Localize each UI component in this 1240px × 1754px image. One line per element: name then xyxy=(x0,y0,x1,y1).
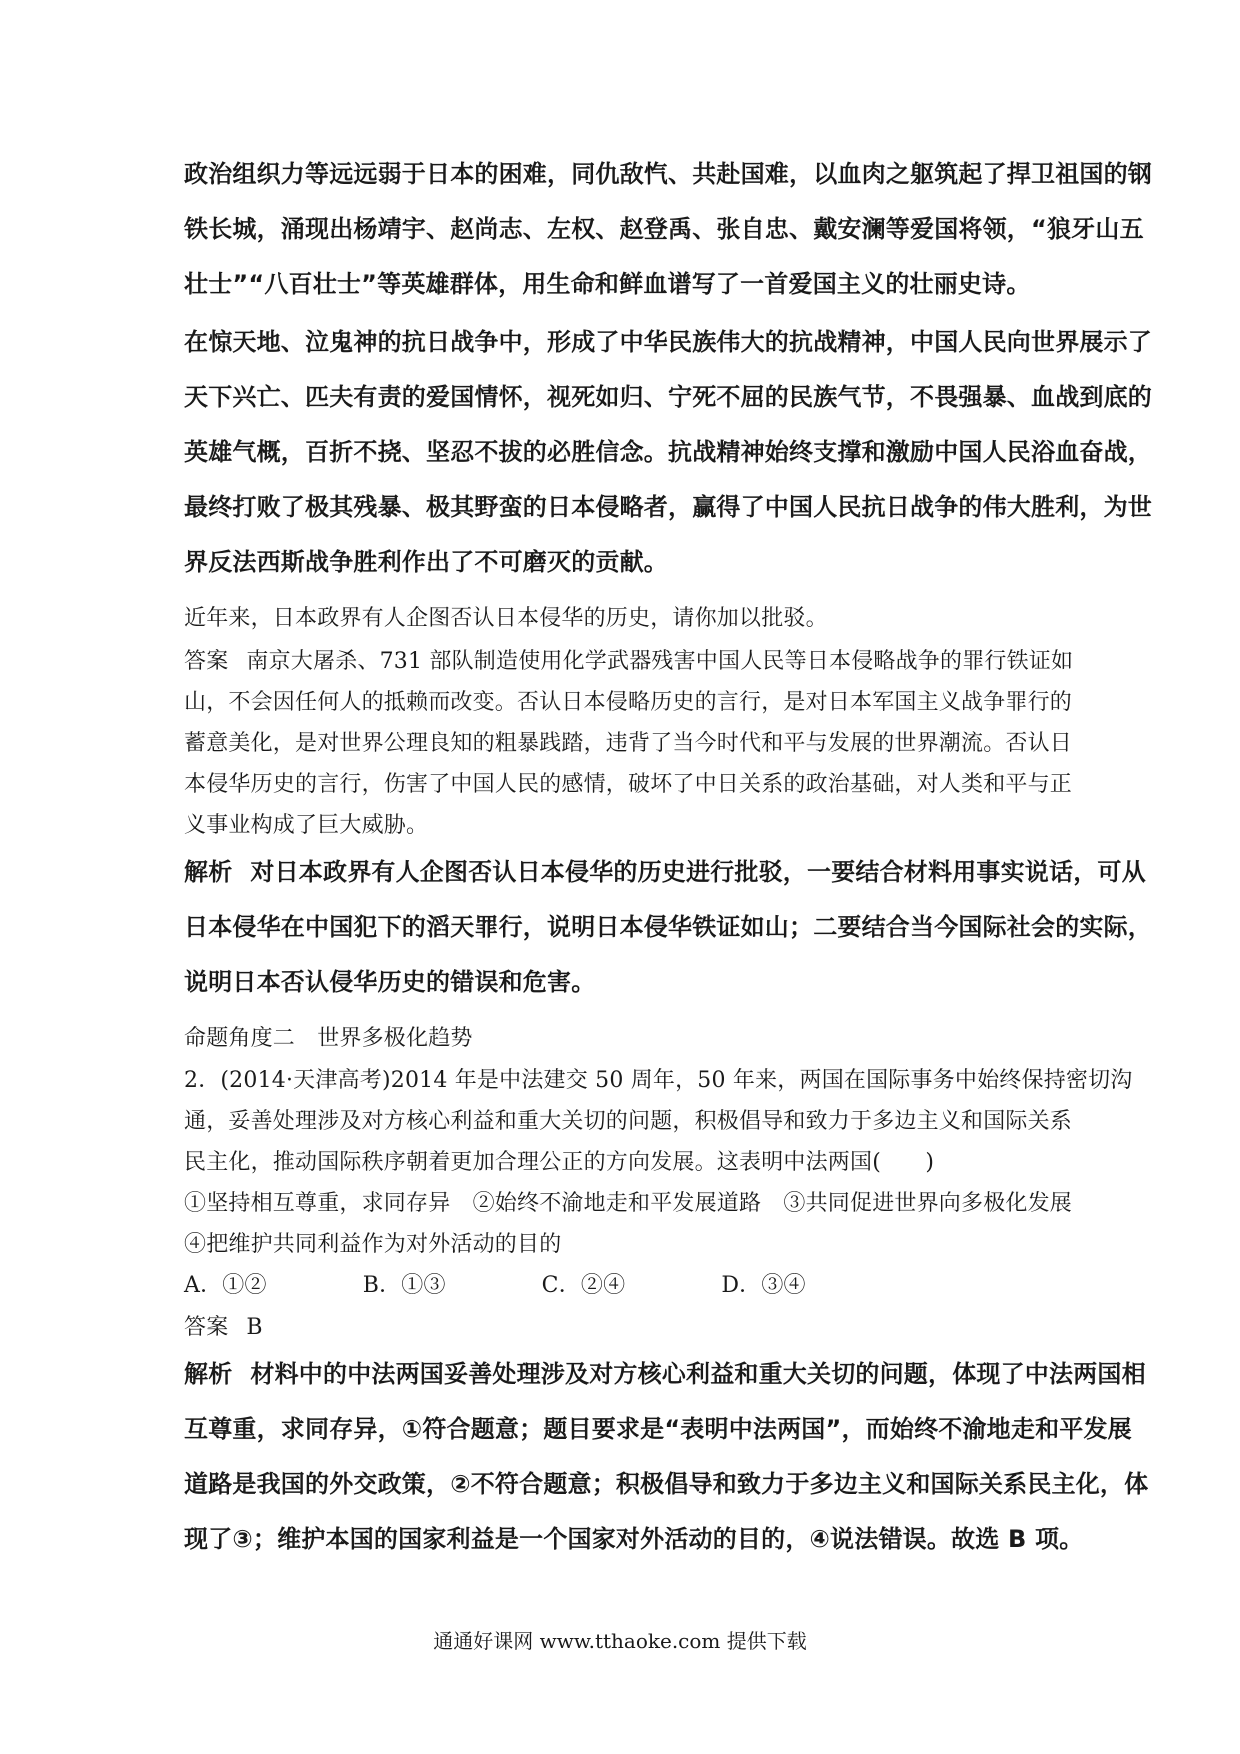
analysis-text: 日本侵华在中国犯下的滔天罪行，说明日本侵华铁证如山；二要结合当今国际社会的实际， xyxy=(184,913,1152,941)
material-line: 铁长城，涌现出杨靖宇、赵尚志、左权、赵登禹、张自忠、戴安澜等爱国将领，“狼牙山五 xyxy=(184,215,1144,243)
option-c: C．②④ xyxy=(541,1273,626,1298)
material-line: 英雄气概，百折不挠、坚忍不拔的必胜信念。抗战精神始终支撑和激励中国人民浴血奋战， xyxy=(184,438,1152,466)
analysis-text: 说明日本否认侵华历史的错误和危害。 xyxy=(184,968,596,996)
answer-text: 本侵华历史的言行，伤害了中国人民的感情，破坏了中日关系的政治基础，对人类和平与正 xyxy=(184,772,1073,797)
analysis-text: 互尊重，求同存异，①符合题意；题目要求是“表明中法两国”，而始终不渝地走和平发展 xyxy=(184,1415,1132,1443)
analysis-label: 解析 xyxy=(184,1360,233,1388)
analysis-text: 材料中的中法两国妥善处理涉及对方核心利益和重大关切的问题，体现了中法两国相 xyxy=(250,1360,1146,1388)
question-stem: 民主化，推动国际秩序朝着更加合理公正的方向发展。这表明中法两国( ) xyxy=(184,1150,935,1175)
options-row xyxy=(184,1271,806,1301)
analysis-label: 解析 xyxy=(184,858,233,886)
material-line: 最终打败了极其残暴、极其野蛮的日本侵略者，赢得了中国人民抗日战争的伟大胜利，为世 xyxy=(184,493,1152,521)
answer-text: 南京大屠杀、731 部队制造使用化学武器残害中国人民等日本侵略战争的罪行铁证如 xyxy=(246,649,1074,674)
answer-label: 答案 xyxy=(184,649,229,674)
question-stem: 通，妥善处理涉及对方核心利益和重大关切的问题，积极倡导和致力于多边主义和国际关系 xyxy=(184,1109,1073,1134)
statements-line: ④把维护共同利益作为对外活动的目的 xyxy=(184,1232,562,1257)
material-line: 在惊天地、泣鬼神的抗日战争中，形成了中华民族伟大的抗战精神，中国人民向世界展示了 xyxy=(184,328,1152,356)
answer-line xyxy=(184,1313,263,1343)
analysis-text: 现了③；维护本国的国家利益是一个国家对外活动的目的，④说法错误。故选 B 项。 xyxy=(184,1525,1084,1553)
option-d: D．③④ xyxy=(721,1273,806,1298)
section-title: 命题角度二 世界多极化趋势 xyxy=(184,1026,473,1051)
answer-text: 义事业构成了巨大威胁。 xyxy=(184,813,429,838)
option-b: B．①③ xyxy=(362,1273,446,1298)
analysis-text: 道路是我国的外交政策，②不符合题意；积极倡导和致力于多边主义和国际关系民主化，体 xyxy=(184,1470,1149,1498)
answer-text: 山，不会因任何人的抵赖而改变。否认日本侵略历史的言行，是对日本军国主义战争罪行的 xyxy=(184,690,1073,715)
analysis-line xyxy=(184,1359,1146,1389)
analysis-line xyxy=(184,857,1146,887)
material-line: 天下兴亡、匹夫有责的爱国情怀，视死如归、宁死不屈的民族气节，不畏强暴、血战到底的 xyxy=(184,383,1152,411)
answer-text: 蓄意美化，是对世界公理良知的粗暴践踏，违背了当今时代和平与发展的世界潮流。否认日 xyxy=(184,731,1073,756)
analysis-text: 对日本政界有人企图否认日本侵华的历史进行批驳，一要结合材料用事实说话，可从 xyxy=(250,858,1146,886)
question-stem: 2．(2014·天津高考)2014 年是中法建交 50 周年，50 年来，两国在国际事务中始终保持密切沟 xyxy=(184,1068,1133,1093)
answer-line xyxy=(184,647,1073,677)
answer-label: 答案 xyxy=(184,1315,229,1340)
question-text: 近年来，日本政界有人企图否认日本侵华的历史，请你加以批驳。 xyxy=(184,606,828,631)
answer-value: B xyxy=(246,1315,263,1340)
material-line: 政治组织力等远远弱于日本的困难，同仇敌忾、共赴国难，以血肉之躯筑起了捍卫祖国的钢 xyxy=(184,160,1152,188)
option-a: A．①② xyxy=(184,1273,267,1298)
statements-line: ①坚持相互尊重，求同存异 ②始终不渝地走和平发展道路 ③共同促进世界向多极化发展 xyxy=(184,1191,1073,1216)
material-line: 壮士”“八百壮士”等英雄群体，用生命和鲜血谱写了一首爱国主义的壮丽史诗。 xyxy=(184,270,1031,298)
material-line: 界反法西斯战争胜利作出了不可磨灭的贡献。 xyxy=(184,548,668,576)
page-footer: 通通好课网 www.tthaoke.com 提供下载 xyxy=(433,1629,807,1653)
